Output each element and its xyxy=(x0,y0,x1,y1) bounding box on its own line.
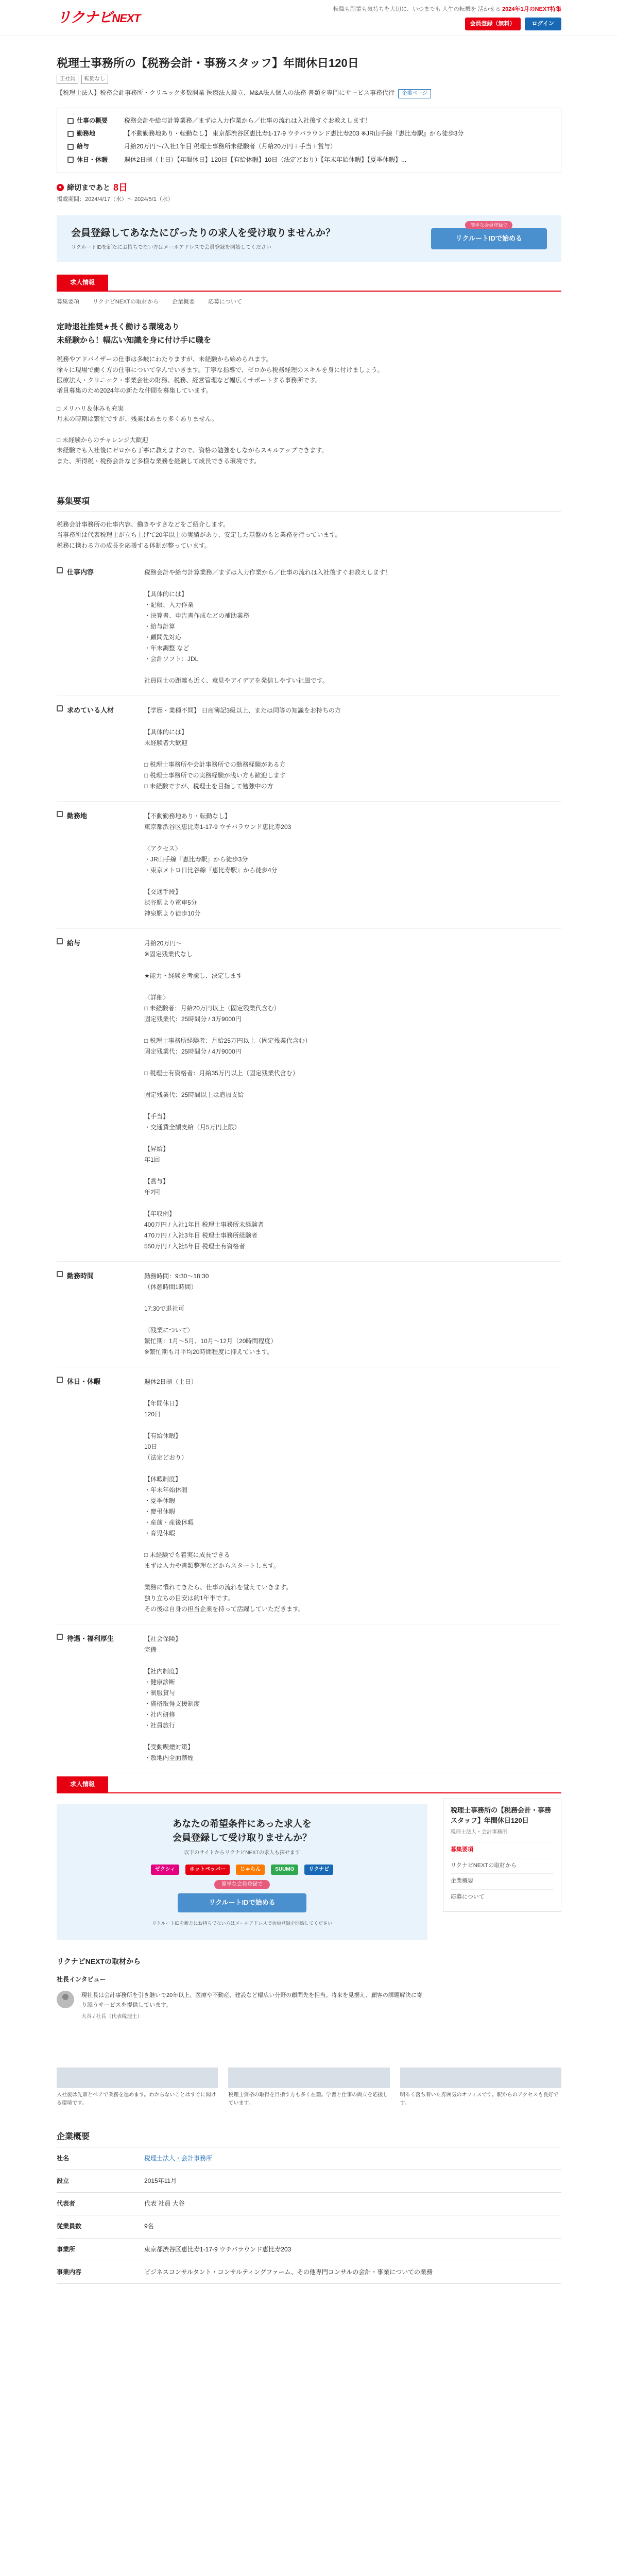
company-row: 事業内容 ビジネスコンサルタント・コンサルティングファーム、その他専門コンサルの会計・事業についての業務 xyxy=(57,2261,561,2284)
req-row: 給与 月給20万円〜 ※固定残業代なし ★能力・経験を考慮し、決定します 〈詳細〉 □ 未経験者：月給20万円以上（固定残業代含む） 固定残業代：25時間分 / 3万9000円 □ 税理士事務所経験者：月給25万円以上（固定残業代含む） 固定残業代：25時間分 / 4万9000円 □ 税理士有資格者：月給35万円以上（固定残業代含む） 固定残業代：25時間以上は追加支給 【手当】 ・交通費全額支給（月5万円上限） 【昇給】 年1回 【賞与】 年2回 【年収例】 400万円 / 入社1年目 税理士事務所未経験者 470万円 / 入社3年目 税理士事務所経験者 550万円 / 入社5年目 税理士有資格者 xyxy=(57,929,561,1262)
yen-icon xyxy=(67,144,74,150)
req-row: 勤務地 【不動勤務地あり・転勤なし】 東京都渋谷区恵比寿1-17-9 ウチバラウンド恵比寿203 〈アクセス〉 ・JR山手線『恵比寿駅』から徒歩3分 ・東京メトロ日比谷線『恵比寿駅』から徒歩4分 【交通手段】 渋谷駅より電車5分 神泉駅より徒歩10分 xyxy=(57,802,561,929)
tab-bar xyxy=(57,275,561,292)
requirements-heading: 募集要項 xyxy=(57,495,561,512)
company-heading: 企業概要 xyxy=(57,2130,561,2147)
cta-title: 会員登録してあなたにぴったりの求人を受け取りませんか？ xyxy=(71,228,336,239)
interview-text: 現社長は会計事務所を引き継いで20年以上、医療や不動産、建設など幅広い分野の顧問先を担当。将来を見据え、顧客の課題解決に寄り添うサービスを提供しています。 xyxy=(81,1992,422,2008)
register-panel xyxy=(57,1804,427,1940)
req-row: 休日・休暇 週休2日制（土日） 【年間休日】 120日 【有給休暇】 10日 （法定どおり） 【休暇制度】 ・年末年始休暇 ・夏季休暇 ・慶弔休暇 ・産前・産後休暇 ・育児休暇 □ 未経験でも着実に成長できる まずは入力や書類整理などからスタートします。 業務に慣れてきたら、仕事の流れを覚えていきます。 独り立ちの目安は約1年半です。 その後は自身の担当企業を持って活躍していただきます。 xyxy=(57,1367,561,1624)
company-row: 事業所 東京都渋谷区恵比寿1-17-9 ウチバラウンド恵比寿203 xyxy=(57,2239,561,2261)
interview-sub: 社長インタビュー xyxy=(57,1975,106,1983)
sidebar xyxy=(443,1799,561,1911)
register-cta xyxy=(57,215,561,262)
interview-sign: 大谷 / 社長（代表税理士） xyxy=(81,2014,143,2020)
section-nav xyxy=(57,292,561,314)
tab-job-info[interactable]: 求人情報 xyxy=(57,1776,108,1792)
cta-bubble: 簡単な会員登録で xyxy=(465,221,512,229)
cta-sub: リクルートIDを新たにお持ちでない方はメールアドレスで会員登録を開始してください xyxy=(71,244,271,250)
avatar xyxy=(57,1991,74,2008)
job-title: 税理士事務所の【税務会計・事務スタッフ】年間休日120日 xyxy=(57,57,359,70)
calendar-icon xyxy=(67,157,74,163)
register-pill: 簡単な会員登録で xyxy=(214,1880,270,1889)
req-row: 待遇・福利厚生 【社会保険】 完備 【社内制度】 ・健康診断 ・制服貸与 ・資格取得支援制度 ・社内研修 ・社員旅行 【受動喫煙対策】 ・敷地内全面禁煙 xyxy=(57,1624,561,1773)
intro-points: □ メリハリ＆休みも充実 月末の時期は繁忙ですが、残業はあまり多くありません。 □ 未経験からのチャレンジ大歓迎 未経験でも入社後にゼロから丁寧に教えますので、資格の勉強をしながらスキルアップできます。 また、所得税・税務会計など多様な業務を経験して成長できる環境です。 xyxy=(57,404,328,465)
calendar-icon xyxy=(57,1377,63,1383)
company-row: 従業員数 9名 xyxy=(57,2215,561,2238)
company-name: 【税理士法人】税務会計事務所・クリニック多数開業 医療法人設立、M&A法人個人の法務 書類を専門にサービス事務代行 xyxy=(57,89,394,96)
partner-logo: ゼクシィ xyxy=(151,1865,179,1875)
gallery-item: 税理士資格の取得を目指す方も多く在籍。学習と仕事の両立を応援しています。 xyxy=(228,2067,389,2108)
subnav-item[interactable]: 企業概要 xyxy=(172,298,195,305)
job-tag: 転勤なし xyxy=(81,75,108,84)
req-row: 求めている人材 【学歴・業種不問】 日商簿記3級以上、または同等の知識をお持ちの方 【具体的には】 未経験者大歓迎 □ 税理士事務所や会計事務所での勤務経験がある方 □ 税理士事務所での実務経験が浅い方も歓迎します □ 未経験ですが、税理士を目指して勉強中の方 xyxy=(57,696,561,802)
interview-heading: リクナビNEXTの取材から xyxy=(57,1957,141,1966)
recruit-id-button[interactable]: リクルートIDで始める xyxy=(431,228,547,249)
person-icon xyxy=(57,705,63,711)
requirements-intro: 税務会計事務所の仕事内容、働きやすさなどをご紹介します。 当事務所は代表税理士が立ち上げて20年以上の実績があり、安定した基盤のもと業務を行っています。 税務に携わる方の成長を応援する体制が整っています。 xyxy=(57,520,341,549)
site-header xyxy=(0,0,618,36)
tab-job-info[interactable]: 求人情報 xyxy=(57,275,108,291)
sidebar-company: 税理士法人・会計事務所 xyxy=(451,1829,507,1836)
login-button[interactable]: ログイン xyxy=(525,18,561,31)
subnav-item[interactable]: リクナビNEXTの取材から xyxy=(93,298,159,305)
req-row: 仕事内容 税務会計や給与計算業務／まずは入力作業から／仕事の流れは入社後すぐお教えします！ 【具体的には】 ・記帳、入力作業 ・決算書、申告書作成などの補助業務 ・給与計算 ・顧問先対応 ・年末調整 など ・会計ソフト：JDL 社員同士の距離も近く、意見やアイデアを発信しやすい社風です。 xyxy=(57,558,561,696)
recruit-id-button[interactable]: リクルートIDで始める xyxy=(178,1893,306,1912)
gallery-item: 入社後は先輩とペアで業務を進めます。わからないことはすぐに聞ける環境です。 xyxy=(57,2067,218,2108)
briefcase-icon xyxy=(67,118,74,124)
sidebar-title: 税理士事務所の【税務会計・事務スタッフ】年間休日120日 xyxy=(451,1806,552,1824)
sidebar-item[interactable]: リクナビNEXTの取材から xyxy=(451,1858,554,1874)
photo-gallery xyxy=(57,2067,561,2108)
photo xyxy=(57,2067,218,2088)
clock-icon xyxy=(57,1271,63,1277)
photo xyxy=(228,2067,389,2088)
sidebar-item[interactable]: 応募について xyxy=(451,1889,554,1905)
company-row: 代表者 代表 社員 大谷 xyxy=(57,2193,561,2215)
clock-icon: ● xyxy=(57,184,64,191)
company-line xyxy=(57,88,561,98)
company-row: 社名 税理士法人・会計事務所 xyxy=(57,2147,561,2170)
req-row: 勤務時間 勤務時間：9:30〜18:30 （休憩時間1時間） 17:30で退社可 〈残業について〉 繁忙期：1月〜5月、10月〜12月（20時間程度） ※繁忙期も月平均20時間程度に抑えています。 xyxy=(57,1262,561,1367)
photo xyxy=(400,2067,561,2088)
summary-row: 勤務地 【不動勤務地あり・転勤なし】 東京都渋谷区恵比寿1-17-9 ウチバラウンド恵比寿203 ※JR山手線『恵比寿駅』から徒歩3分 xyxy=(67,127,551,140)
listing-period: 掲載期間：2024/4/17（水）〜 2024/5/1（水） xyxy=(57,196,174,202)
sidebar-item[interactable]: 募集要項 xyxy=(451,1842,554,1858)
partner-logo: ホットペッパー xyxy=(185,1865,230,1875)
site-logo[interactable]: リクナビNEXT xyxy=(57,9,141,26)
location-icon xyxy=(67,131,74,137)
deadline-days: 8日 xyxy=(113,182,128,193)
company-row: 設立 2015年11月 xyxy=(57,2170,561,2193)
interview-section xyxy=(57,1956,427,2021)
summary-row: 給与 月給20万円〜/入社1年目 税理士事務所未経験者（月給20万円＋手当＋賞与） xyxy=(67,140,551,153)
partner-logo: SUUMO xyxy=(271,1865,298,1875)
subnav-item[interactable]: 募集要項 xyxy=(57,298,79,305)
gift-icon xyxy=(57,1634,63,1640)
register-note: 以下のサイトからリクナビNEXTの求人も探せます xyxy=(184,1850,300,1856)
yen-icon xyxy=(57,938,63,944)
register-title: あなたの希望条件にあった求人を 会員登録して受け取りませんか？ xyxy=(173,1819,312,1843)
intro-text: 税務やアドバイザーの仕事は多岐にわたりますが、未経験から始められます。 徐々に現場で働く方の仕事について学んでいきます。丁寧な指導で、ゼロから税務経理のスキルを身に付けましょう。 医療法人・クリニック・事業会社の財務、税務、経営管理など幅広くサポートする事務所です。 増員募集のため2024年の新たな仲間を募集しています。 xyxy=(57,355,384,395)
location-icon xyxy=(57,811,63,817)
deadline: ● 締切まであと 8日 xyxy=(57,180,561,195)
gallery-item: 明るく落ち着いた雰囲気のオフィスです。駅からのアクセスも良好です。 xyxy=(400,2067,561,2108)
requirements-table xyxy=(57,558,561,1773)
job-summary xyxy=(57,108,561,173)
company-page-link[interactable]: 企業ページ xyxy=(398,89,431,98)
catch-copy: 定時退社推奨★長く働ける環境あり 未経験から！幅広い知識を身に付け手に職を xyxy=(57,323,212,345)
header-note-link[interactable]: 2024年1月のNEXT特集 xyxy=(502,6,561,12)
company-info xyxy=(57,2130,561,2284)
partner-logo: リクナビ xyxy=(304,1865,333,1875)
header-note: 転職も副業も気持ちを大切に、いつまでも 人生の転機を 活かせる 2024年1月のNEXT特集 xyxy=(333,6,561,12)
company-name-link[interactable]: 税理士法人・会計事務所 xyxy=(144,2154,213,2162)
job-tags xyxy=(57,75,561,84)
subnav-item[interactable]: 応募について xyxy=(208,298,242,305)
register-button[interactable]: 会員登録（無料） xyxy=(465,18,521,31)
sidebar-item[interactable]: 企業概要 xyxy=(451,1873,554,1889)
summary-row: 仕事の概要 税務会計や給与計算業務／まずは入力作業から／仕事の流れは入社後すぐお教えします！ xyxy=(67,114,551,127)
summary-row: 休日・休暇 週休2日制（土日）【年間休日】120日【有給休暇】10日（法定どおり）【年末年始休暇】【夏季休暇】... xyxy=(67,154,551,166)
register-footnote: リクルートIDを新たにお持ちでない方はメールアドレスで会員登録を開始してください xyxy=(151,1920,332,1926)
tab-bar-lower xyxy=(57,1776,561,1793)
job-tag: 正社員 xyxy=(57,75,78,84)
partner-logos xyxy=(72,1865,412,1875)
briefcase-icon xyxy=(57,567,63,573)
partner-logo: じゃらん xyxy=(236,1865,265,1875)
